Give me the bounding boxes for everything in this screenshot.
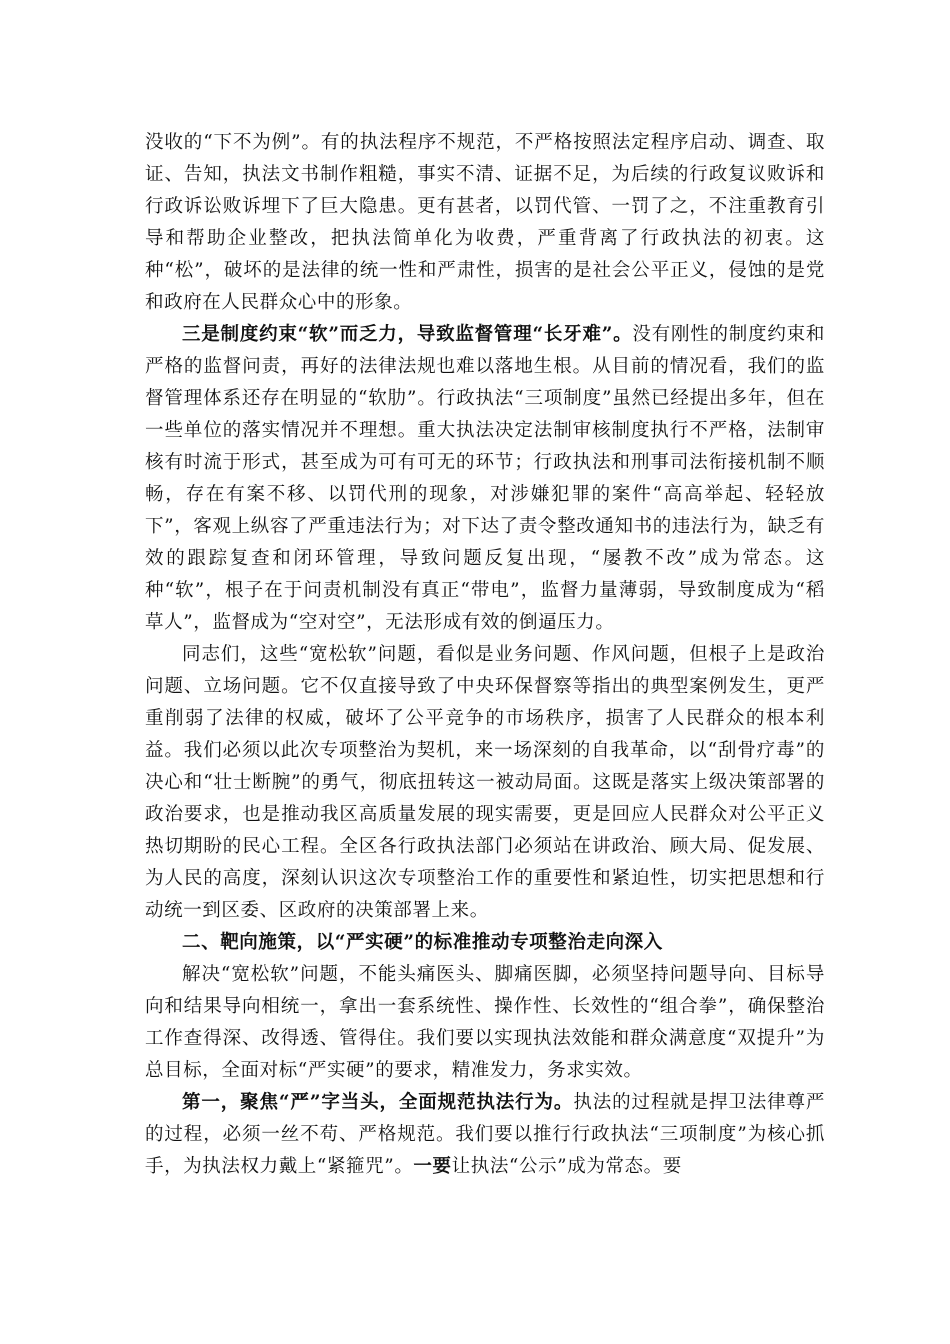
paragraph-body-text: 让执法“公示”成为常态。要: [451, 1156, 682, 1177]
inline-bold-marker: 一要: [413, 1156, 452, 1177]
paragraph-first-strict: [145, 1087, 825, 1183]
paragraph-enforcement-loose: 没收的“下不为例”。有的执法程序不规范，不严格按照法定程序启动、调查、取证、告知，执法文书制作粗糙，事实不清、证据不足，为后续的行政复议败诉和行政诉讼败诉埋下了巨大隐患。更有甚者，以罚代管、一罚了之，不注重教育引导和帮助企业整改，把执法简单化为收费，严重背离了行政执法的初衷。这种“松”，破坏的是法律的统一性和严肃性，损害的是社会公平正义，侵蚀的是党和政府在人民群众心中的形象。: [145, 132, 825, 313]
section-heading-2: 二、靶向施策，以“严实硬”的标准推动专项整治走向深入: [182, 932, 663, 953]
paragraph-system-soft: [145, 319, 825, 639]
document-page: [145, 127, 825, 1183]
paragraph-body-text: 执法的过程就是捍卫法律尊严的过程，必须一丝不苟、严格规范。我们要以推行行政执法“三项制度”为核心抓手，为执法权力戴上“紧箍咒”。: [145, 1092, 825, 1177]
paragraph-body-text: 没有刚性的制度约束和严格的监督问责，再好的法律法规也难以落地生根。从目前的情况看，我们的监督管理体系还存在明显的“软肋”。行政执法“三项制度”虽然已经提出多年，但在一些单位的落实情况并不理想。重大执法决定法制审核制度执行不严格，法制审核有时流于形式，甚至成为可有可无的环节；行政执法和刑事司法衔接机制不顺畅，存在有案不移、以罚代刑的现象，对涉嫌犯罪的案件“高高举起、轻轻放下”，客观上纵容了严重违法行为；对下达了责令整改通知书的违法行为，缺乏有效的跟踪复查和闭环管理，导致问题反复出现，“屡教不改”成为常态。这种“软”，根子在于问责机制没有真正“带电”，监督力量薄弱，导致制度成为“稻草人”，监督成为“空对空”，无法形成有效的倒逼压力。: [145, 324, 825, 633]
paragraph-lead-bold: 三是制度约束“软”而乏力，导致监督管理“长牙难”。: [182, 324, 633, 345]
paragraph-lead-bold: 第一，聚焦“严”字当头，全面规范执法行为。: [182, 1092, 574, 1113]
paragraph-comrades: 同志们，这些“宽松软”问题，看似是业务问题、作风问题，但根子上是政治问题、立场问题。它不仅直接导致了中央环保督察等指出的典型案例发生，更严重削弱了法律的权威，破坏了公平竞争的市场秩序，损害了人民群众的根本利益。我们必须以此次专项整治为契机，来一场深刻的自我革命，以“刮骨疗毒”的决心和“壮士断腕”的勇气，彻底扭转这一被动局面。这既是落实上级决策部署的政治要求，也是推动我区高质量发展的现实需要，更是回应人民群众对公平正义热切期盼的民心工程。全区各行政执法部门必须站在讲政治、顾大局、促发展、为人民的高度，深刻认识这次专项整治工作的重要性和紧迫性，切实把思想和行动统一到区委、区政府的决策部署上来。: [145, 644, 825, 921]
paragraph-solution: 解决“宽松软”问题，不能头痛医头、脚痛医脚，必须坚持问题导向、目标导向和结果导向相统一，拿出一套系统性、操作性、长效性的“组合拳”，确保整治工作查得深、改得透、管得住。我们要以实现执法效能和群众满意度“双提升”为总目标，全面对标“严实硬”的要求，精准发力，务求实效。: [145, 964, 825, 1081]
